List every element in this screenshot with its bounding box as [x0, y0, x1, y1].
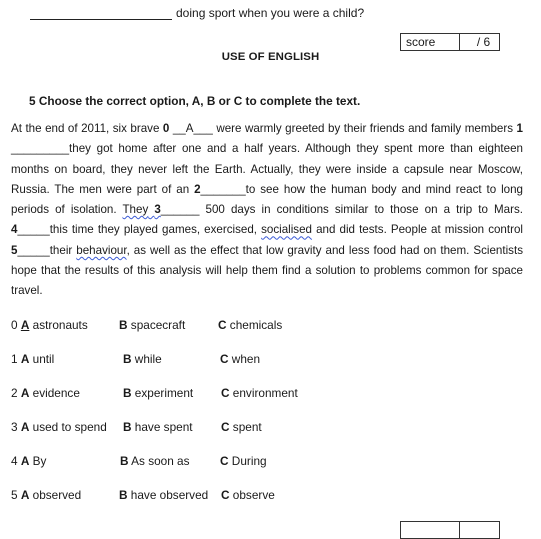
gap-0: __A___	[169, 122, 213, 135]
option-row-3-b[interactable]: B have spent	[123, 420, 193, 434]
section-title: USE OF ENGLISH	[221, 51, 320, 63]
question-fragment: doing sport when you were a child?	[176, 6, 365, 20]
option-row-3-c[interactable]: C spent	[221, 420, 262, 434]
score-box-divider	[459, 522, 460, 538]
passage-text: this time they played games, exercised,	[49, 223, 262, 237]
gap-number-0: 0	[162, 122, 170, 135]
passage-text: At the end of 2011, six brave	[11, 122, 163, 135]
gap-3[interactable]: ______	[160, 203, 200, 217]
option-row-0-b[interactable]: B spacecraft	[119, 318, 186, 332]
gap-1[interactable]: _________	[11, 142, 70, 156]
option-row-4-a[interactable]: 4 A By	[11, 454, 47, 468]
reading-passage	[11, 119, 523, 302]
option-row-0-c[interactable]: C chemicals	[218, 318, 283, 332]
option-row-1-a[interactable]: 1 A until	[11, 352, 55, 366]
option-row-3-a[interactable]: 3 A used to spend	[11, 420, 107, 434]
passage-word-behaviour: behaviour	[76, 243, 127, 257]
option-row-2-c[interactable]: C environment	[221, 386, 298, 400]
option-row-2-b[interactable]: B experiment	[123, 386, 194, 400]
option-row-0-a[interactable]: 0 A astronauts	[11, 318, 88, 332]
passage-text: their	[49, 243, 77, 257]
passage-word-they: They 3	[122, 203, 161, 217]
gap-5[interactable]: _____	[17, 243, 50, 257]
gap-number-4: 4	[11, 223, 18, 237]
option-row-1-b[interactable]: B while	[123, 352, 162, 366]
passage-text: to see how the human body and mind react to long periods of isolation.	[11, 182, 524, 217]
passage-text: 500 days in conditions similar to those on a trip to Mars.	[199, 203, 524, 217]
gap-number-3: 3	[154, 203, 161, 217]
option-row-2-a[interactable]: 2 A evidence	[11, 386, 80, 400]
score-label: score	[401, 34, 460, 50]
gap-4[interactable]: _____	[17, 223, 50, 237]
option-row-4-b[interactable]: B As soon as	[120, 454, 190, 468]
gap-number-2: 2	[194, 182, 201, 196]
next-score-box	[400, 521, 500, 539]
passage-word-socialised: socialised	[261, 223, 313, 237]
option-row-5-c[interactable]: C observe	[221, 488, 275, 502]
passage-text: and did tests. People at mission control	[312, 223, 523, 237]
gap-number-5: 5	[11, 243, 18, 257]
task-instruction: 5 Choose the correct option, A, B or C to complete the text.	[29, 94, 361, 108]
gap-2[interactable]: _______	[200, 182, 246, 196]
gap-number-1: 1	[516, 122, 523, 135]
score-box	[400, 33, 500, 51]
option-row-5-a[interactable]: 5 A observed	[11, 488, 82, 502]
passage-text: were warmly greeted by their friends and family members	[212, 122, 517, 135]
answer-blank-line[interactable]	[30, 19, 172, 20]
passage-text: , as well as the effect that low gravity and less food had on them. Scientists hope that the results of this analysis will help them find a solution to problems common for space travel.	[11, 243, 523, 298]
option-row-4-c[interactable]: C During	[220, 454, 267, 468]
option-row-1-c[interactable]: C when	[220, 352, 261, 366]
option-row-5-b[interactable]: B have observed	[119, 488, 209, 502]
score-value: / 6	[476, 35, 491, 49]
passage-text: they got home after one and a half years. Although they spent more than eighteen months on board, they never left the Earth. Actually, they were inside a capsule near Moscow, Russia. The men were part of an	[11, 142, 523, 196]
